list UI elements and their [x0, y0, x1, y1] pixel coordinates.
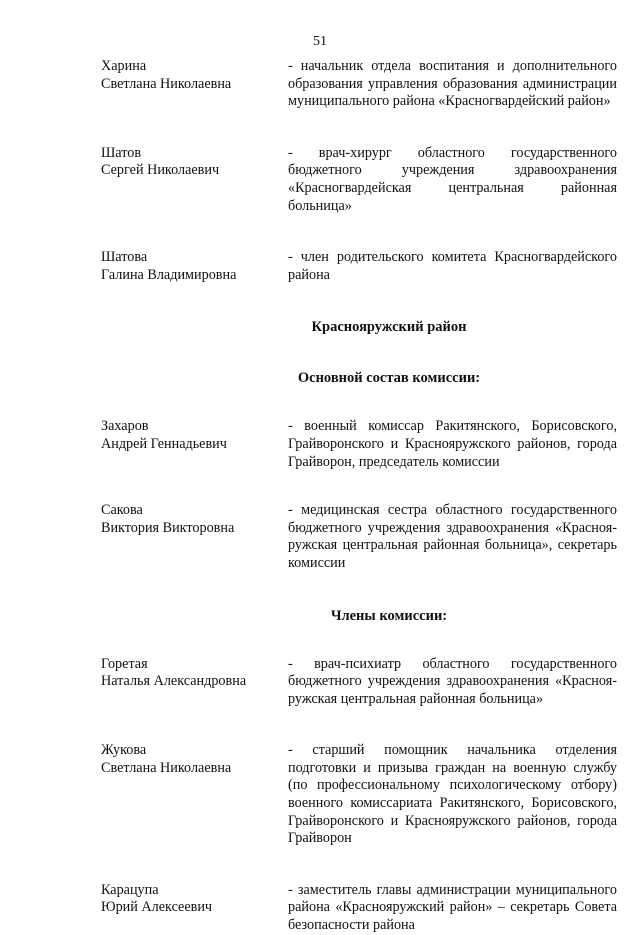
- member-surname: Карацупа: [101, 881, 159, 898]
- member-surname: Жукова: [101, 742, 147, 759]
- members-heading: Члены комиссии:: [330, 607, 448, 624]
- member-name: [101, 742, 288, 848]
- member-role: - заместитель главы администрации муниципального района «Краснояружский район» – секретарь Совета безопасности района: [288, 881, 617, 934]
- member-given-names: Галина Владимировна: [101, 266, 237, 283]
- member-name: [101, 656, 288, 709]
- member-entry: [101, 742, 617, 848]
- member-given-names: Наталья Александровна: [101, 673, 247, 690]
- member-surname: Харина: [101, 58, 147, 74]
- member-surname: Шатова: [101, 249, 148, 266]
- document-body: [101, 58, 617, 935]
- member-surname: Шатов: [101, 144, 142, 161]
- member-role: - врач-хирург областного государственного бюджетного учреждения здравоохранения «Красногвардейская центральная районная больница»: [288, 144, 617, 214]
- member-name: [101, 418, 288, 471]
- member-surname: Захаров: [101, 418, 149, 435]
- member-name: [101, 882, 288, 935]
- member-role: - член родительского комитета Красногвардейского района: [288, 249, 617, 283]
- member-role: - начальник отдела воспитания и дополнительного образования управления образования администрации муниципального района «Красногвардейский район»: [288, 58, 617, 110]
- member-entry: [101, 145, 617, 215]
- member-given-names: Виктория Викторовна: [101, 519, 235, 536]
- member-given-names: Юрий Алексеевич: [101, 899, 213, 916]
- member-name: [101, 145, 288, 215]
- member-entry: [101, 58, 617, 111]
- member-entry: [101, 656, 617, 709]
- member-role: - военный комиссар Ракитянского, Борисовского, Грайворонского и Краснояружского районов, города Грайворон, председатель комиссии: [288, 418, 617, 470]
- member-role: - старший помощник начальника отделения подготовки и призыва граждан на военную службу (по профессиональному психологическому отбору) военного комиссариата Ракитянского, Борисовского, Грайворонского и Краснояружского районов, города Грайворон: [288, 742, 617, 847]
- main-composition-heading: Основной состав комиссии:: [297, 370, 481, 387]
- member-given-names: Светлана Николаевна: [101, 759, 232, 776]
- district-heading: Краснояружский район: [311, 319, 467, 336]
- member-name: [101, 58, 288, 111]
- member-given-names: Сергей Николаевич: [101, 162, 220, 179]
- member-role: - медицинская сестра областного государственного бюджетного учреждения здравоохранения «Краснояружская центральная районная больница», секретарь комиссии: [288, 502, 617, 571]
- member-entry: [101, 882, 617, 935]
- page-number: 51: [313, 34, 327, 49]
- member-role: - врач-психиатр областного государственного бюджетного учреждения здравоохранения «Краснояружская центральная районная больница»: [288, 655, 617, 707]
- member-name: [101, 502, 288, 572]
- member-given-names: Светлана Николаевна: [101, 75, 232, 92]
- member-entry: [101, 502, 617, 572]
- member-given-names: Андрей Геннадьевич: [101, 435, 227, 452]
- member-surname: Сакова: [101, 502, 143, 519]
- member-surname: Горетая: [101, 655, 148, 672]
- member-entry: [101, 418, 617, 471]
- member-name: [101, 249, 288, 284]
- member-entry: [101, 249, 617, 284]
